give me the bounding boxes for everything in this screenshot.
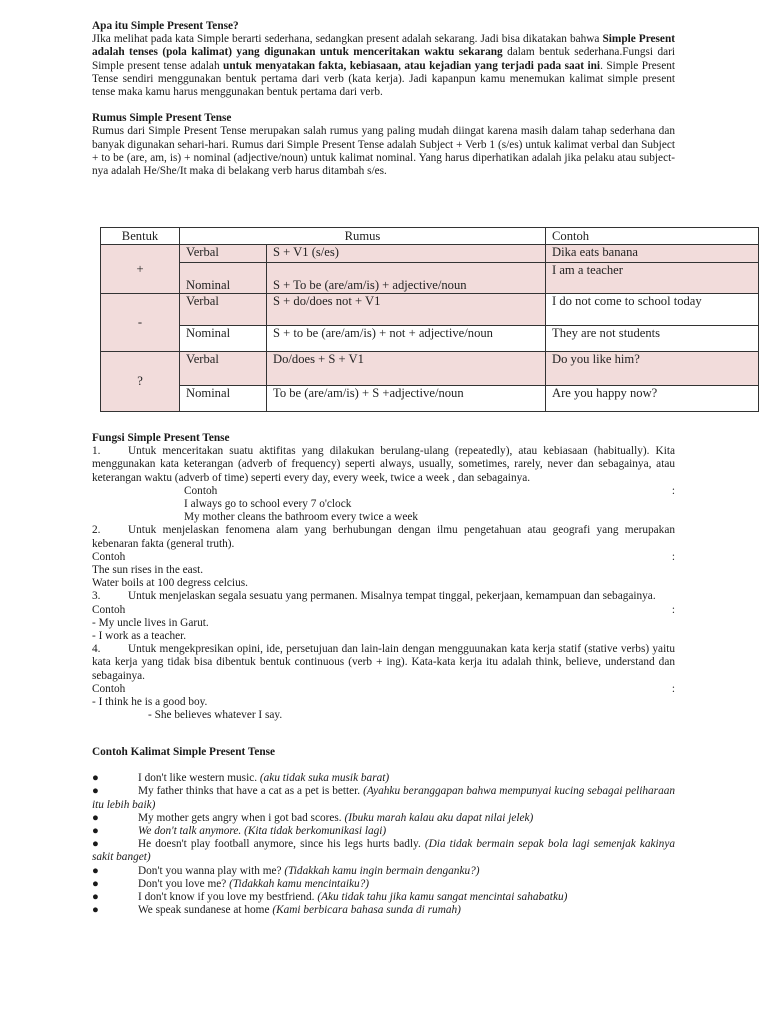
contoh-label xyxy=(92,551,675,564)
bullet-icon: ● xyxy=(92,877,99,890)
contoh-text: Contoh xyxy=(184,484,218,497)
intro-bold-1: Simple Present adalah tenses (pola kalimat) yang digunakan untuk menceritakan waktu sekarang xyxy=(92,33,675,59)
intro-text-2: dalam bentuk sederhana.Fungsi dari Simple present tense adalah xyxy=(92,46,676,72)
table-cell: Are you happy now? xyxy=(546,386,759,412)
table-cell: Nominal xyxy=(180,386,267,412)
bullet-icon: ● xyxy=(92,825,99,838)
example-line: - I think he is a good boy. xyxy=(92,696,208,709)
table-cell: To be (are/am/is) + S +adjective/noun xyxy=(267,386,546,412)
example-english: We speak sundanese at home xyxy=(138,904,270,917)
table-cell: I am a teacher xyxy=(546,263,759,294)
list-text: Untuk mengekpresikan opini, ide, persetujuan dan lain-lain dengan mengguunakan kata kerja statif (stative verbs) yaitu kata kerja yang tidak bisa dibentuk bentuk continuous (verb + ing). Kata-kata kerja itu adalah think, believe, understand dan sebagainya. xyxy=(92,643,675,682)
intro-text-1: JIka melihat pada kata Simple berarti sederhana, sedangkan present adalah sekarang. Jadi bisa dikatakan bahwa xyxy=(92,33,600,46)
example-translation: (Kita tidak berkomunikasi lagi) xyxy=(244,825,387,838)
contoh-label xyxy=(92,485,675,498)
list-item xyxy=(92,891,675,904)
colon: : xyxy=(671,682,675,695)
section-title-contoh-kalimat: Contoh Kalimat Simple Present Tense xyxy=(92,746,276,758)
list-text: Untuk menceritakan suatu aktifitas yang dilakukan berulang-ulang (repeatedly), atau kebiasaan (habitually). Kita menggunakan kata keterangan (adverb of frequency) seperti always, usually, sometimes, rarely, never dan sebagainya, atau keterangan waktu (adverb of time) seperti every day, every week, twice a week , dan sebagainya. xyxy=(92,445,675,484)
contoh-kalimat-section xyxy=(92,746,675,917)
example-english: My father thinks that have a cat as a pet is better. xyxy=(138,785,361,798)
list-item xyxy=(92,812,675,825)
table-cell: Dika eats banana xyxy=(546,245,759,263)
example-translation: (Dia tidak bermain sepak bola lagi semenjak kakinya sakit banget) xyxy=(92,838,675,864)
header-rumus: Rumus xyxy=(180,228,546,245)
list-item xyxy=(92,772,675,785)
bentuk-negative: - xyxy=(101,294,180,352)
example-translation: (Tidakkah kamu mencintaiku?) xyxy=(229,877,370,890)
table-cell: S + to be (are/am/is) + not + adjective/noun xyxy=(267,326,546,352)
example-english: Don't you wanna play with me? xyxy=(138,864,282,877)
bullet-icon: ● xyxy=(92,772,99,785)
list-text: Untuk menjelaskan segala sesuatu yang permanen. Misalnya tempat tinggal, pekerjaan, kemampuan dan sebagainya. xyxy=(128,590,656,603)
section-title-rumus: Rumus Simple Present Tense xyxy=(92,112,232,125)
contoh-text: Contoh xyxy=(92,603,126,616)
rumus-paragraph: Rumus dari Simple Present Tense merupakan salah rumus yang paling mudah diingat karena masih dalam tahap sederhana dan banyak digunakan sehari-hari. Rumus dari Simple Present Tense adalah Subject + Verb 1 (s/es) untuk kalimat verbal dan Subject + to be (are, am, is) + nominal (adjective/noun) untuk kalimat nominal. Yang harus diperhatikan adalah jika pelaku atau subject-nya adalah He/She/It maka di belakang verb harus ditambah s/es. xyxy=(92,125,675,178)
bullet-icon: ● xyxy=(92,838,99,851)
bentuk-question: ? xyxy=(101,352,180,412)
list-item xyxy=(92,825,675,838)
example-english: He doesn't play football anymore, since his legs hurts badly. xyxy=(138,838,421,851)
fungsi-item-3 xyxy=(92,590,675,603)
example-translation: (Ibuku marah kalau aku dapat nilai jelek) xyxy=(344,811,534,824)
list-item xyxy=(92,904,675,917)
colon: : xyxy=(671,550,675,563)
example-english: Don't you love me? xyxy=(138,877,227,890)
intro-paragraph xyxy=(92,33,675,99)
example-english: We don't talk anymore. xyxy=(138,825,242,838)
example-translation: (Kami berbicara bahasa sunda di rumah) xyxy=(272,904,461,917)
example-english: I don't know if you love my bestfriend. xyxy=(138,891,315,904)
list-item xyxy=(92,785,675,811)
list-number: 3. xyxy=(92,590,101,603)
bullet-icon: ● xyxy=(92,785,99,798)
table-cell: Nominal xyxy=(180,263,267,294)
contoh-text: Contoh xyxy=(92,682,126,695)
table-cell: S + V1 (s/es) xyxy=(267,245,546,263)
example-translation: (Ayahku beranggapan bahwa mempunyai kucing sebagai peliharaan itu lebih baik) xyxy=(92,785,676,811)
intro-bold-2: untuk menyatakan fakta, kebiasaan, atau kejadian yang terjadi pada saat ini xyxy=(223,59,601,72)
list-text: Untuk menjelaskan fenomena alam yang berhubungan dengan ilmu pengetahuan atau geografi yang merupakan kebenaran fakta (general truth). xyxy=(92,524,675,550)
list-number: 1. xyxy=(92,445,101,458)
fungsi-item-4 xyxy=(92,643,675,683)
rumus-table xyxy=(100,227,759,412)
table-cell: I do not come to school today xyxy=(546,294,759,326)
bullet-icon: ● xyxy=(92,904,99,917)
section-title-fungsi: Fungsi Simple Present Tense xyxy=(92,432,230,444)
example-line: I always go to school every 7 o'clock xyxy=(184,498,352,511)
table-cell: Verbal xyxy=(180,294,267,326)
header-contoh: Contoh xyxy=(546,228,759,245)
intro-text-3: . Simple Present Tense sendiri menggunakan bentuk pertama dari verb (kata kerja). Jadi kapanpun kamu menemukan kalimat simple present tense maka kamu harus menggunakan bentuk pertama dari verb. xyxy=(92,59,676,99)
table-cell: Do you like him? xyxy=(546,352,759,386)
intro-section xyxy=(92,20,675,178)
list-item xyxy=(92,865,675,878)
table-cell: Do/does + S + V1 xyxy=(267,352,546,386)
contoh-text: Contoh xyxy=(92,550,126,563)
table-cell: S + To be (are/am/is) + adjective/noun xyxy=(267,263,546,294)
example-line: The sun rises in the east. xyxy=(92,564,204,577)
list-number: 4. xyxy=(92,643,101,656)
bentuk-positive: + xyxy=(101,245,180,294)
example-list xyxy=(92,772,675,917)
list-item xyxy=(92,838,675,864)
colon: : xyxy=(671,484,675,497)
fungsi-item-2 xyxy=(92,524,675,550)
example-line: - I work as a teacher. xyxy=(92,630,187,643)
section-title-apa-itu: Apa itu Simple Present Tense? xyxy=(92,20,239,32)
bullet-icon: ● xyxy=(92,864,99,877)
colon: : xyxy=(671,603,675,616)
fungsi-section xyxy=(92,432,675,722)
example-line: - My uncle lives in Garut. xyxy=(92,616,209,629)
table-cell: Verbal xyxy=(180,352,267,386)
table-cell: S + do/does not + V1 xyxy=(267,294,546,326)
fungsi-item-1 xyxy=(92,445,675,485)
contoh-label xyxy=(92,604,675,617)
bullet-icon: ● xyxy=(92,891,99,904)
example-english: I don't like western music. xyxy=(138,772,258,785)
header-bentuk: Bentuk xyxy=(101,228,180,245)
example-line: - She believes whatever I say. xyxy=(148,709,283,722)
table-cell: Nominal xyxy=(180,326,267,352)
example-translation: (aku tidak suka musik barat) xyxy=(259,772,390,785)
bullet-icon: ● xyxy=(92,811,99,824)
example-english: My mother gets angry when i got bad scores. xyxy=(138,811,342,824)
list-item xyxy=(92,878,675,891)
list-number: 2. xyxy=(92,524,101,537)
contoh-label xyxy=(92,683,675,696)
example-translation: (Aku tidak tahu jika kamu sangat mencintai sahabatku) xyxy=(317,891,568,904)
example-line: Water boils at 100 degress celcius. xyxy=(92,577,248,590)
example-line: My mother cleans the bathroom every twice a week xyxy=(184,511,419,524)
example-translation: (Tidakkah kamu ingin bermain denganku?) xyxy=(284,864,480,877)
table-cell: Verbal xyxy=(180,245,267,263)
table-cell: They are not students xyxy=(546,326,759,352)
